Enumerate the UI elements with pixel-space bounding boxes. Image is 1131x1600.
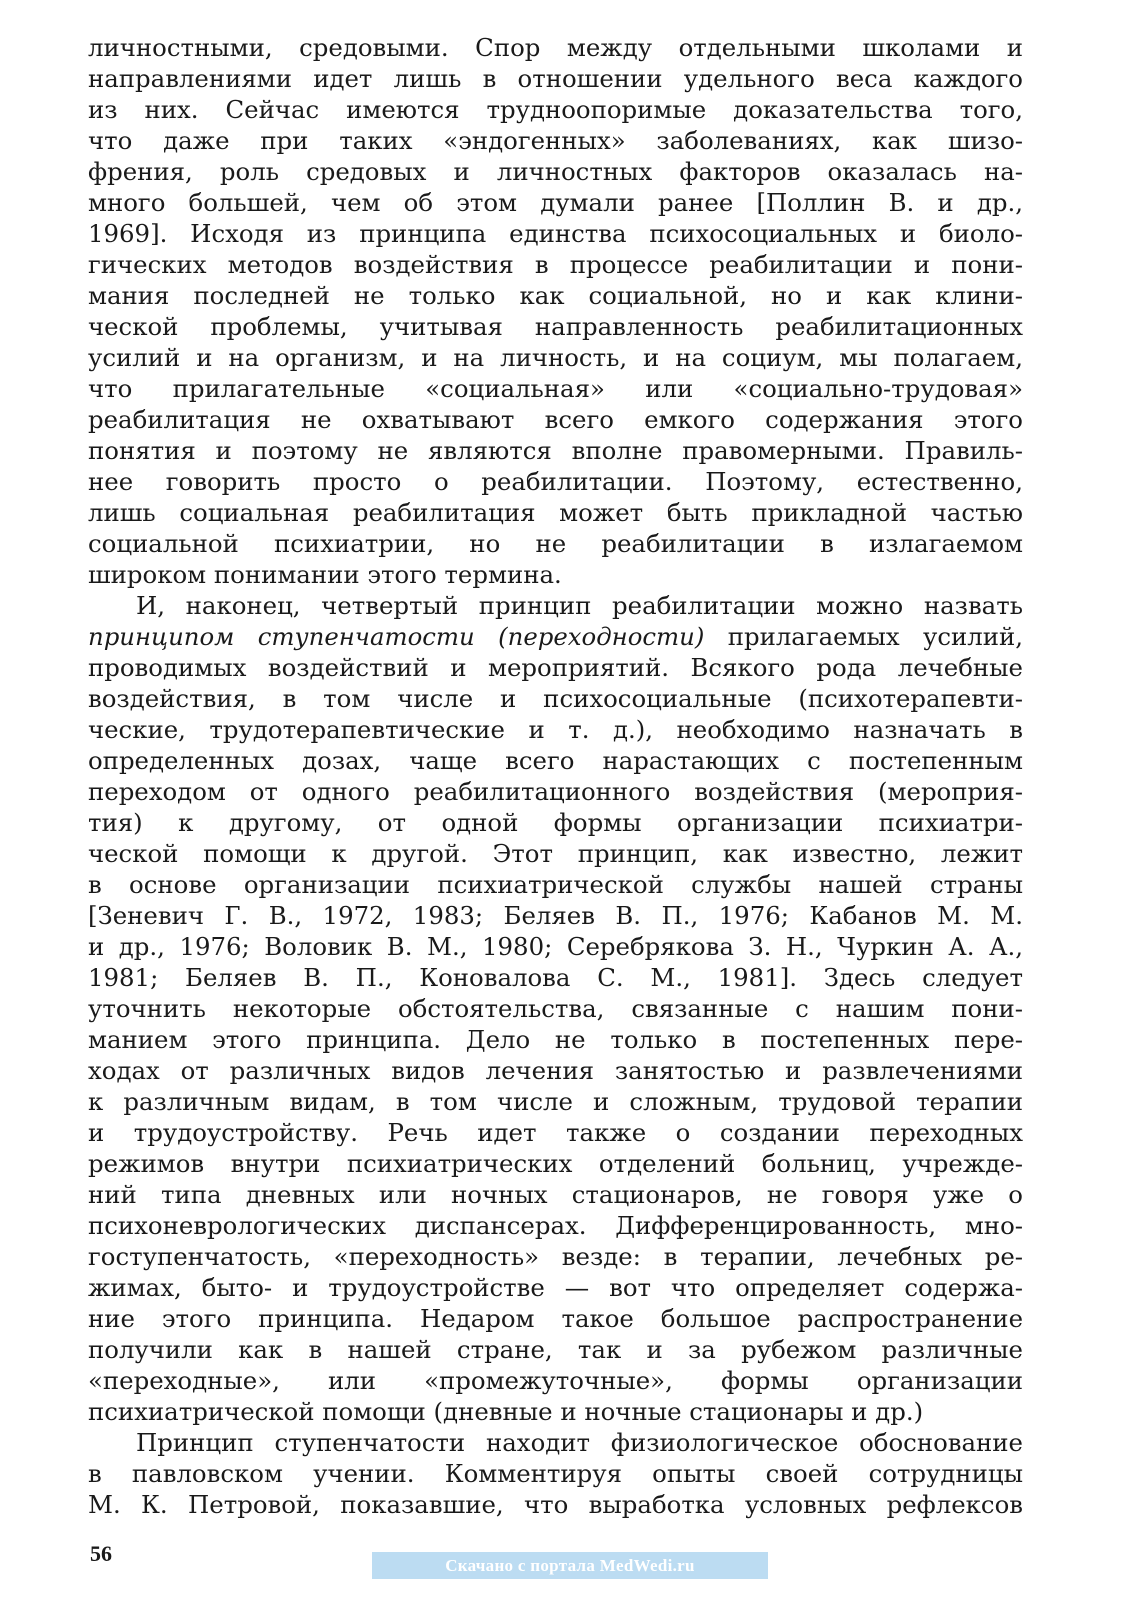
paragraph-2 [88,590,1023,1427]
paragraph-1-line: усилий и на организм, и на личность, и на социум, мы полагаем, [88,343,1023,372]
paragraph-2-line: воздействия, в том числе и психосоциальные (психотерапевти- [88,684,1023,713]
paragraph-2-line: «переходные», или «промежуточные», формы организации [88,1366,1023,1395]
paragraph-1-line: много большей, чем об этом думали ранее [Поллин В. и др., [88,188,1023,217]
paragraph-2-line: переходом от одного реабилитационного воздействия (мероприя- [88,777,1023,806]
paragraph-1-line: направлениями идет лишь в отношении удельного веса каждого [88,64,1023,93]
paragraph-2-line: определенных дозах, чаще всего нарастающих с постепенным [88,746,1023,775]
paragraph-2-line-1: И, наконец, четвертый принцип реабилитации можно назвать [136,591,1023,620]
page-body [88,32,1023,1520]
paragraph-2-line-2 [88,621,1023,652]
paragraph-2-line: получили как в нашей стране, так и за рубежом различные [88,1335,1023,1364]
paragraph-2-line: жимах, быто- и трудоустройстве — вот что определяет содержа- [88,1273,1023,1302]
paragraph-2-line: ние этого принципа. Недаром такое большое распространение [88,1304,1023,1333]
paragraph-1-line: понятия и поэтому не являются вполне правомерными. Правиль- [88,436,1023,465]
paragraph-1-line: что даже при таких «эндогенных» заболеваниях, как шизо- [88,126,1023,155]
paragraph-3-line: в павловском учении. Комментируя опыты своей сотрудницы [88,1459,1023,1488]
paragraph-2-line: ческой помощи к другой. Этот принцип, как известно, лежит [88,839,1023,868]
paragraph-2-line: психиатрической помощи (дневные и ночные стационары и др.) [88,1397,924,1426]
paragraph-1-line: лишь социальная реабилитация может быть прикладной частью [88,498,1023,527]
paragraph-2-line: [Зеневич Г. В., 1972, 1983; Беляев В. П., 1976; Кабанов М. М. [88,901,1023,930]
paragraph-2-line-2-rest: прилагаемых усилий, [704,622,1024,651]
page-number: 56 [90,1541,112,1566]
paragraph-2-line: 1981; Беляев В. П., Коновалова С. М., 1981]. Здесь следует [88,963,1023,992]
paragraph-1-line: из них. Сейчас имеются трудноопоримые доказательства того, [88,95,1023,124]
paragraph-1-line: 1969]. Исходя из принципа единства психосоциальных и биоло- [88,219,1023,248]
paragraph-2-line: гоступенчатость, «переходность» везде: в терапии, лечебных ре- [88,1242,1023,1271]
paragraph-1-line: нее говорить просто о реабилитации. Поэтому, естественно, [88,467,1023,496]
paragraph-2-line: тия) к другому, от одной формы организации психиатри- [88,808,1023,837]
paragraph-2-line: проводимых воздействий и мероприятий. Всякого рода лечебные [88,653,1023,682]
paragraph-3-line: Принцип ступенчатости находит физиологическое обоснование [136,1428,1023,1457]
paragraph-3 [88,1427,1023,1520]
paragraph-1-line: реабилитация не охватывают всего емкого содержания этого [88,405,1023,434]
paragraph-1-line: мания последней не только как социальной, но и как клини- [88,281,1023,310]
paragraph-2-line: в основе организации психиатрической службы нашей страны [88,870,1023,899]
paragraph-2-line: ходах от различных видов лечения занятостью и развлечениями [88,1056,1023,1085]
paragraph-1-line: личностными, средовыми. Спор между отдельными школами и [88,33,1023,62]
paragraph-1-line: социальной психиатрии, но не реабилитации в излагаемом [88,529,1023,558]
paragraph-2-line: ческие, трудотерапевтические и т. д.), необходимо назначать в [88,715,1023,744]
paragraph-1-line: ческой проблемы, учитывая направленность реабилитационных [88,312,1023,341]
paragraph-2-line: и др., 1976; Воловик В. М., 1980; Серебрякова З. Н., Чуркин А. А., [88,932,1023,961]
watermark-banner[interactable]: Скачано с портала MedWedi.ru [372,1552,768,1579]
paragraph-2-line: ний типа дневных или ночных стационаров, не говоря уже о [88,1180,1023,1209]
paragraph-2-line: режимов внутри психиатрических отделений больниц, учрежде- [88,1149,1023,1178]
paragraph-2-line: манием этого принципа. Дело не только в постепенных пере- [88,1025,1023,1054]
paragraph-1-line: френия, роль средовых и личностных факторов оказалась на- [88,157,1023,186]
paragraph-2-line: уточнить некоторые обстоятельства, связанные с нашим пони- [88,994,1023,1023]
paragraph-2-line: к различным видам, в том числе и сложным, трудовой терапии [88,1087,1023,1116]
paragraph-1-line: широком понимании этого термина. [88,560,562,589]
paragraph-1-line: гических методов воздействия в процессе реабилитации и пони- [88,250,1023,279]
paragraph-1 [88,32,1023,590]
paragraph-1-line: что прилагательные «социальная» или «социально-трудовая» [88,374,1023,403]
paragraph-2-line: психоневрологических диспансерах. Дифференцированность, мно- [88,1211,1023,1240]
paragraph-3-line: М. К. Петровой, показавшие, что выработка условных рефлексов [88,1490,1023,1519]
paragraph-2-line: и трудоустройству. Речь идет также о создании переходных [88,1118,1023,1147]
italic-term: принципом ступенчатости (переходности) [88,622,705,651]
